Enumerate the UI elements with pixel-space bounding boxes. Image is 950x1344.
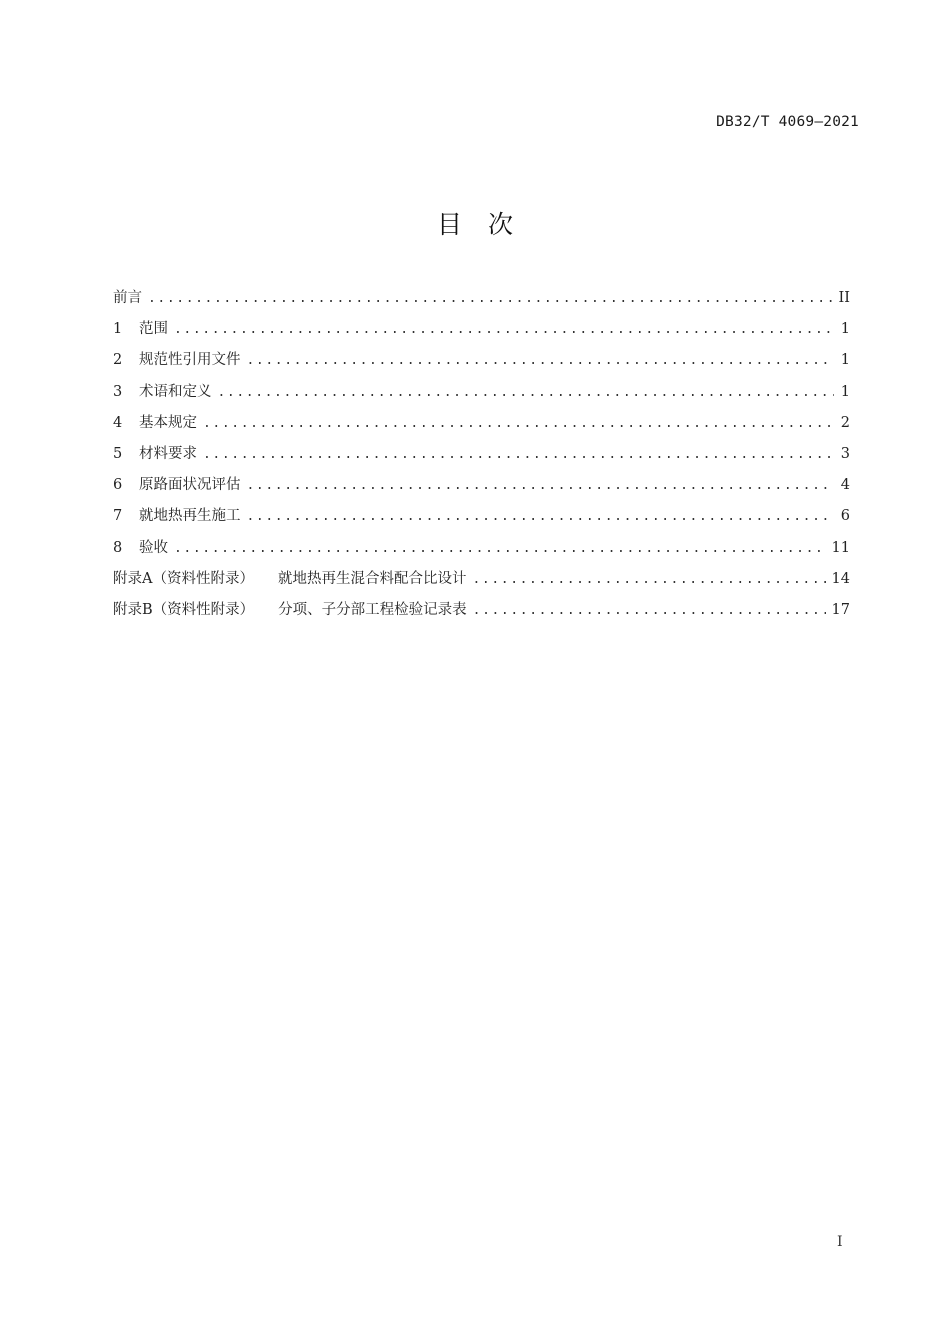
toc-entry-normative-references[interactable] bbox=[113, 345, 850, 376]
toc-leader-dots bbox=[174, 314, 834, 345]
toc-entry-label: 就地热再生施工 bbox=[139, 508, 241, 525]
toc-entry-label: 规范性引用文件 bbox=[139, 352, 241, 369]
toc-entry-page: 4 bbox=[840, 477, 850, 494]
toc-title: 目次 bbox=[436, 210, 539, 239]
toc-entry-page: 6 bbox=[840, 508, 850, 525]
toc-leader-dots bbox=[203, 439, 834, 470]
toc-entry-appendix-a[interactable] bbox=[113, 564, 850, 595]
toc-entry-number: 8 bbox=[113, 539, 123, 556]
toc-entry-label: 前言 bbox=[113, 290, 142, 306]
toc-leader-dots bbox=[247, 345, 835, 376]
toc-entry-basic-provisions[interactable] bbox=[113, 408, 850, 439]
toc-leader-dots bbox=[247, 470, 835, 501]
toc-entry-number: 2 bbox=[113, 352, 123, 369]
toc-entry-page: 1 bbox=[840, 383, 850, 400]
toc-leader-dots bbox=[247, 501, 835, 532]
toc-leader-dots bbox=[203, 408, 834, 439]
toc-entry-material-requirements[interactable] bbox=[113, 439, 850, 470]
toc-entry-number: 3 bbox=[113, 383, 123, 400]
toc-entry-label: 就地热再生混合料配合比设计 bbox=[277, 570, 467, 587]
toc-entry-label: 原路面状况评估 bbox=[139, 477, 241, 494]
toc-entry-terms-definitions[interactable] bbox=[113, 377, 850, 408]
document-code: DB32/T 4069—2021 bbox=[716, 114, 859, 130]
toc-entry-number: 4 bbox=[113, 414, 123, 431]
toc-leader-dots bbox=[472, 564, 825, 595]
toc-entry-label: 分项、子分部工程检验记录表 bbox=[278, 601, 467, 618]
toc-entry-number: 1 bbox=[113, 321, 123, 338]
toc-entry-page: II bbox=[838, 290, 850, 306]
toc-entry-label: 材料要求 bbox=[139, 445, 197, 462]
toc-entry-number: 5 bbox=[113, 445, 123, 462]
toc-entry-page: 2 bbox=[840, 414, 850, 431]
toc-entry-label: 术语和定义 bbox=[139, 383, 212, 400]
toc-appendix-prefix: 附录B（资料性附录） bbox=[113, 601, 255, 618]
toc-leader-dots bbox=[174, 533, 826, 564]
toc-entry-acceptance[interactable] bbox=[113, 533, 850, 564]
toc-entry-page: 1 bbox=[840, 352, 850, 369]
table-of-contents bbox=[113, 283, 850, 626]
toc-entry-scope[interactable] bbox=[113, 314, 850, 345]
toc-entry-page: 3 bbox=[840, 445, 850, 462]
toc-entry-label: 验收 bbox=[139, 539, 168, 556]
toc-leader-dots bbox=[148, 283, 833, 314]
page-number: I bbox=[837, 1234, 843, 1250]
toc-entry-page: 14 bbox=[831, 570, 850, 587]
toc-entry-hot-in-place-recycling[interactable] bbox=[113, 501, 850, 532]
toc-entry-label: 基本规定 bbox=[139, 414, 197, 431]
toc-entry-number: 7 bbox=[113, 508, 123, 525]
toc-entry-page: 1 bbox=[840, 321, 850, 338]
toc-entry-pavement-assessment[interactable] bbox=[113, 470, 850, 501]
toc-entry-number: 6 bbox=[113, 477, 123, 494]
toc-leader-dots bbox=[218, 377, 835, 408]
toc-entry-foreword[interactable] bbox=[113, 283, 850, 314]
toc-entry-page: 11 bbox=[831, 539, 850, 556]
toc-appendix-prefix: 附录A（资料性附录） bbox=[113, 570, 254, 587]
toc-entry-label: 范围 bbox=[139, 321, 168, 338]
toc-entry-page: 17 bbox=[831, 601, 850, 618]
toc-leader-dots bbox=[473, 595, 826, 626]
toc-entry-appendix-b[interactable] bbox=[113, 595, 850, 626]
